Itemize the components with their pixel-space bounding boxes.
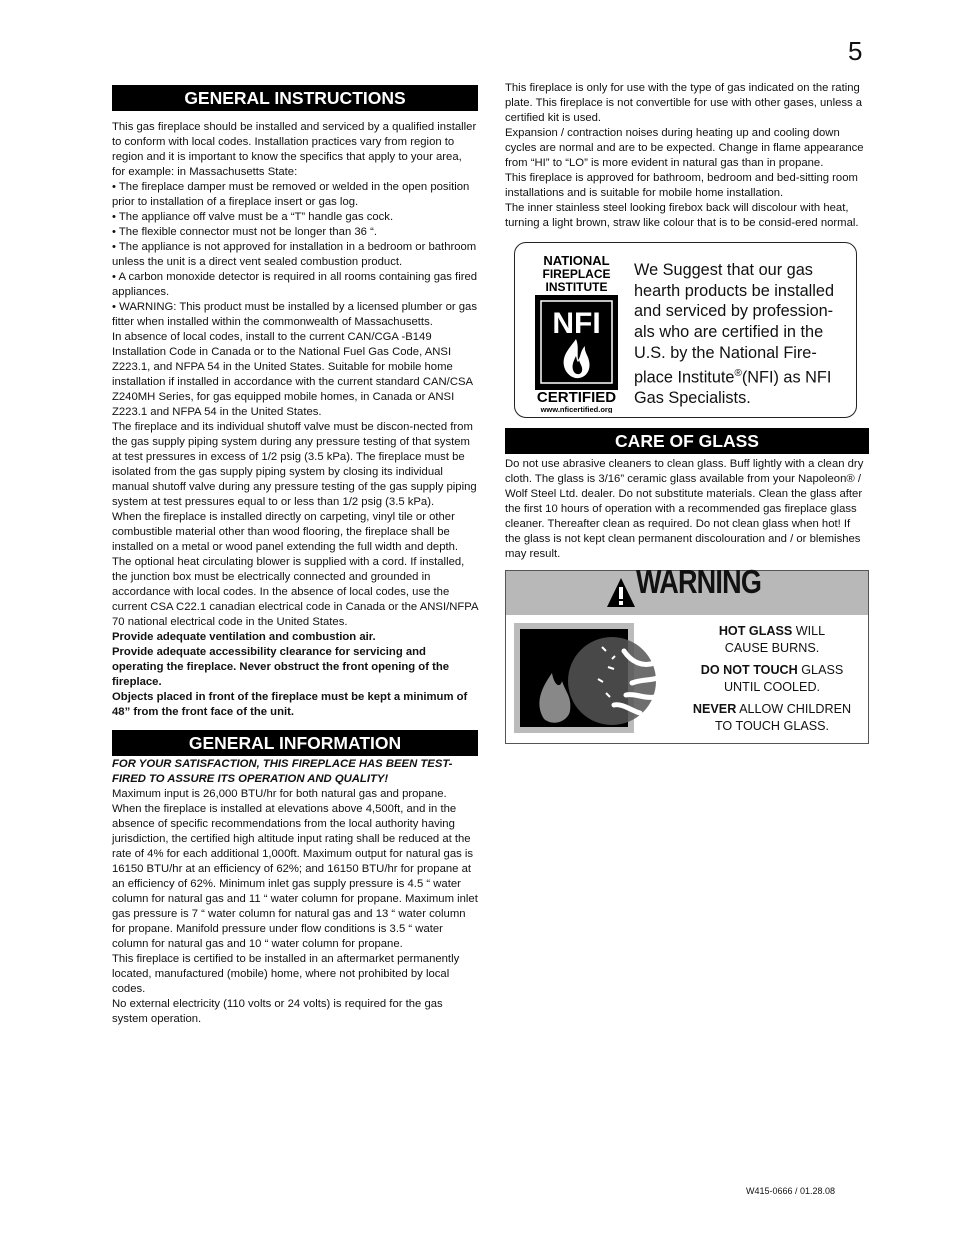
paragraph: The fireplace and its individual shutoff valve must be discon-nected from the gas supply piping system during any pressure testing of that system at test pressures in excess of 1/2 psig (3.5 kPa). The fireplace must be isolated from the gas supply piping system by closing its individual manual shutoff valve during any pressure testing of the gas supply piping system at test pressures equal to or less than 1/2 psig (3.5 kPa). [112, 421, 477, 508]
nfi-recommendation-text: We Suggest that our gas hearth products be installed and serviced by profession-als who are certified in the U.S. by the National Fire-place Institute®(NFI) as NFI Gas Specialists. [634, 261, 835, 407]
paragraph: This gas fireplace should be installed and serviced by a qualified installer to conform with local codes. Installation practices vary from region to region and it is important to know the specifics that apply to your area, [112, 121, 477, 163]
logo-text: NATIONAL [543, 253, 610, 268]
general-instructions-body [112, 120, 478, 720]
paragraph: for example: in Massachusetts State: [112, 166, 298, 178]
general-information-body [112, 757, 478, 1027]
general-instructions-heading: GENERAL INSTRUCTIONS [112, 85, 478, 111]
nfi-certified-logo-icon [529, 251, 624, 413]
bold-notice: Objects placed in front of the fireplace must be kept a minimum of 48” from the front face of the unit. [112, 691, 468, 718]
paragraph: The inner stainless steel looking firebox back will discolour with heat, turning a light brown, straw like colour that is to be consid-ered normal. [505, 202, 859, 229]
care-of-glass-heading: CARE OF GLASS [505, 428, 869, 454]
paragraph: In absence of local codes, install to the current CAN/CGA -B149 Installation Code in Canada or to the National Fuel Gas Code, ANSI Z223.1, and NFPA 54 in the United States. Suitable for mobile home installation if installed in accordance with the current standard CAN/CSA Z240MH Series, for gas equipped mobile homes, in Canada or ANSI Z223.1 and NFPA 54 in the United States. [112, 331, 473, 418]
left-column [112, 85, 478, 1027]
bold-notice: Provide adequate accessibility clearance for servicing and operating the fireplace. Never obstruct the front opening of the fireplace. [112, 646, 450, 688]
paragraph: When the fireplace is installed directly on carpeting, vinyl tile or other combustible material other than wood flooring, the fireplace shall be installed on a metal or wood panel extending the full width and depth. [112, 511, 459, 553]
document-code: W415-0666 / 01.28.08 [746, 1186, 836, 1196]
hot-glass-warning-label [505, 563, 869, 744]
list-item: • The flexible connector must not be longer than 36 “. [112, 226, 377, 238]
paragraph: This fireplace is approved for bathroom, bedroom and bed-sitting room installations and is suitable for mobile home installation. [505, 172, 858, 199]
warning-header [506, 563, 868, 615]
paragraph: This fireplace is only for use with the type of gas indicated on the rating plate. This fireplace is not convertible for use with other gases, unless a certified kit is used. [505, 82, 863, 124]
list-item: • The appliance is not approved for installation in a bedroom or bathroom unless the unit is a direct vent sealed combustion product. [112, 241, 477, 268]
warning-title: WARNING [636, 563, 762, 600]
test-fired-notice: FOR YOUR SATISFACTION, THIS FIREPLACE HAS BEEN TEST-FIRED TO ASSURE ITS OPERATION AND QUALITY! [112, 758, 453, 785]
bold-notice: Provide adequate ventilation and combustion air. [112, 631, 376, 643]
general-information-heading: GENERAL INFORMATION [112, 730, 478, 756]
right-column [505, 81, 869, 744]
page-number: 5 [848, 36, 863, 66]
paragraph: Maximum input is 26,000 BTU/hr for both natural gas and propane. When the fireplace is installed at elevations above 4,500ft, and in the absence of specific recommendations from the local authority having jurisdiction, the certified high altitude input rating shall be reduced at the rate of 4% for each additional 1,000ft. Maximum output for natural gas is 16150 BTU/hr at an efficiency of 62%; and 16150 BTU/hr for propane at an efficiency of 62%. Minimum inlet gas supply pressure is 4.5 “ water column for natural gas and 11 “ water column for propane. Maximum inlet gas pressure is 7 “ water column for natural gas and 13 “ water column for propane. Manifold pressure under flow conditions is 3.5 “ water column for natural gas and 10 “ water column for propane. [112, 788, 478, 950]
logo-text: www.nficertified.org [540, 405, 613, 413]
logo-text: CERTIFIED [536, 389, 617, 406]
warning-message: HOT GLASS WILL CAUSE BURNS. DO NOT TOUCH GLASS UNTIL COOLED. NEVER ALLOW CHILDREN TO TOUCH GLASS. [692, 624, 852, 733]
care-of-glass-text: Do not use abrasive cleaners to clean glass. Buff lightly with a clean dry cloth. The glass is 3/16” ceramic glass available from your Napoleon® / Wolf Steel Ltd. dealer. Do not substitute materials. Clean the glass after the first 10 hours of operation with a recommended gas fireplace glass cleaner. Thereafter clean as required. Do not clean glass when hot! If the glass is not kept clean permanent discolouration and / or blemishes may result. [505, 458, 864, 560]
logo-text: NFI [552, 307, 601, 340]
logo-text: FIREPLACE [542, 267, 611, 281]
hand-near-hot-glass-icon [514, 623, 672, 735]
warning-triangle-icon [606, 577, 636, 609]
paragraph: No external electricity (110 volts or 24 volts) is required for the gas system operation. [112, 998, 443, 1025]
list-item: • The appliance off valve must be a “T” handle gas cock. [112, 211, 394, 223]
paragraph: This fireplace is certified to be installed in an aftermarket permanently located, manufactured (mobile) home, where not prohibited by local codes. [112, 953, 460, 995]
list-item: • A carbon monoxide detector is required in all rooms containing gas fired appliances. [112, 271, 478, 298]
list-item: • The fireplace damper must be removed or welded in the open position prior to installation of a fireplace insert or gas log. [112, 181, 470, 208]
paragraph: The optional heat circulating blower is supplied with a cord. If installed, the junction box must be electrically connected and grounded in accordance with local codes. In the absence of local codes, use the current CSA C22.1 canadian electrical code in Canada or the ANSI/NFPA 70 national electrical code in the United States. [112, 556, 478, 628]
logo-text: INSTITUTE [545, 280, 608, 294]
nfi-notice-box [514, 242, 857, 418]
list-item: • WARNING: This product must be installed by a licensed plumber or gas fitter when installed within the commonwealth of Massachusetts. [112, 301, 477, 328]
paragraph: Expansion / contraction noises during heating up and cooling down cycles are normal and are to be expected. Change in flame appearance from “HI” to “LO” is more evident in natural gas than in propane. [505, 127, 864, 169]
